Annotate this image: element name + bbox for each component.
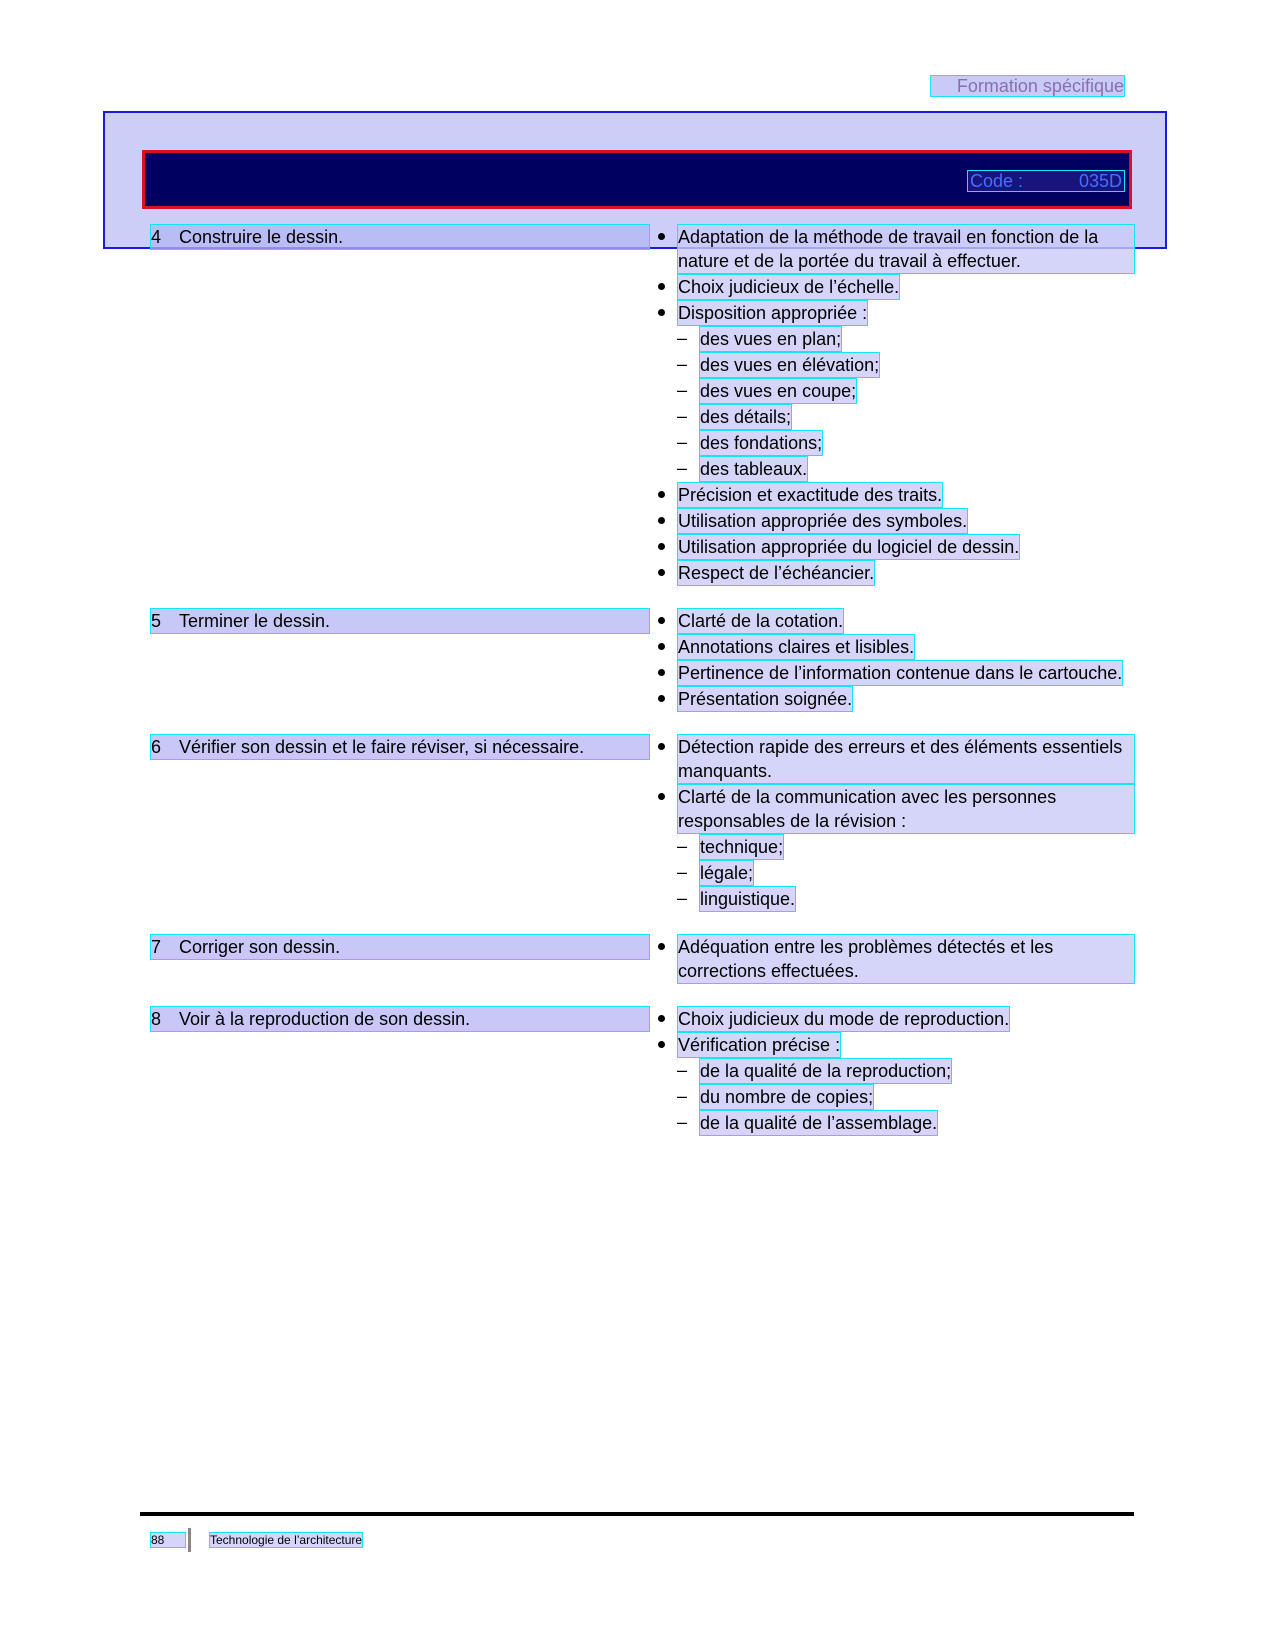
criterion-text: Détection rapide des erreurs et des éléments essentiels manquants. (677, 734, 1135, 784)
sub-criterion-text: des détails; (699, 404, 792, 430)
criterion-text: Choix judicieux de l’échelle. (677, 274, 900, 300)
criterion-item (655, 1006, 1135, 1032)
step-number: 6 (151, 737, 162, 757)
criterion-item (655, 608, 1135, 634)
footer-separator (188, 1528, 191, 1552)
bullet-icon (655, 934, 677, 984)
criterion-item (655, 482, 1135, 508)
dash-icon: – (677, 862, 688, 882)
step-number: 7 (151, 937, 162, 957)
criterion-text: Respect de l’échéancier. (677, 560, 875, 586)
bullet-icon (655, 508, 677, 534)
criterion-item (655, 686, 1135, 712)
criterion-item (655, 560, 1135, 586)
criterion-item (655, 508, 1135, 534)
dash-icon: – (677, 1060, 688, 1080)
step-title: Terminer le dessin. (179, 611, 331, 631)
criterion-text: Choix judicieux du mode de reproduction. (677, 1006, 1010, 1032)
criterion-item (655, 734, 1135, 784)
dash-icon: – (677, 458, 688, 478)
page-footer (150, 1528, 363, 1552)
criterion-text: Utilisation appropriée du logiciel de dessin. (677, 534, 1020, 560)
dash-icon: – (677, 1086, 688, 1106)
bullet-icon (655, 660, 677, 686)
sub-criterion-text: technique; (699, 834, 784, 860)
sub-criterion-item (655, 1084, 1135, 1110)
step-title: Vérifier son dessin et le faire réviser, si nécessaire. (179, 737, 585, 757)
criterion-item (655, 634, 1135, 660)
step-cell (150, 1006, 645, 1136)
dash-icon: – (677, 406, 688, 426)
step-title: Construire le dessin. (179, 227, 344, 247)
footer-rule (140, 1512, 1134, 1516)
bullet-icon (655, 1032, 677, 1058)
page-number: 88 (150, 1532, 186, 1548)
dash-icon: – (677, 1112, 688, 1132)
bullet-icon (655, 784, 677, 834)
sub-criterion-item (655, 860, 1135, 886)
bullet-icon (655, 1006, 677, 1032)
sub-criterion-text: légale; (699, 860, 754, 886)
step-title: Voir à la reproduction de son dessin. (179, 1009, 471, 1029)
table-row (150, 1006, 1150, 1136)
criteria-cell (655, 934, 1135, 984)
bullet-icon (655, 300, 677, 326)
table-row (150, 608, 1150, 712)
step-number: 8 (151, 1009, 162, 1029)
criterion-text: Disposition appropriée : (677, 300, 868, 326)
sub-criterion-text: du nombre de copies; (699, 1084, 874, 1110)
criterion-text: Pertinence de l’information contenue dans le cartouche. (677, 660, 1123, 686)
criteria-cell (655, 224, 1135, 586)
criterion-item (655, 934, 1135, 984)
bullet-icon (655, 734, 677, 784)
dash-icon: – (677, 432, 688, 452)
sub-criterion-text: des fondations; (699, 430, 823, 456)
criterion-item (655, 1032, 1135, 1058)
step-item (150, 934, 650, 960)
criteria-cell (655, 1006, 1135, 1136)
sub-criterion-text: de la qualité de la reproduction; (699, 1058, 952, 1084)
step-item (150, 608, 650, 634)
criterion-item (655, 660, 1135, 686)
criterion-text: Vérification précise : (677, 1032, 841, 1058)
sub-criterion-item (655, 378, 1135, 404)
code-value: 035D (1078, 171, 1122, 191)
step-cell (150, 224, 645, 586)
table-row (150, 224, 1150, 586)
step-cell (150, 608, 645, 712)
sub-criterion-item (655, 352, 1135, 378)
criteria-table (150, 224, 1150, 1136)
bullet-icon (655, 634, 677, 660)
bullet-icon (655, 686, 677, 712)
step-item (150, 224, 650, 250)
sub-criterion-item (655, 886, 1135, 912)
step-number: 4 (151, 227, 162, 247)
criterion-text: Présentation soignée. (677, 686, 853, 712)
step-title: Corriger son dessin. (179, 937, 341, 957)
criterion-text: Annotations claires et lisibles. (677, 634, 915, 660)
dash-icon: – (677, 836, 688, 856)
bullet-icon (655, 482, 677, 508)
sub-criterion-item (655, 834, 1135, 860)
dash-icon: – (677, 888, 688, 908)
sub-criterion-text: des tableaux. (699, 456, 808, 482)
dash-icon: – (677, 380, 688, 400)
table-row (150, 734, 1150, 912)
code-label-text: Code : (970, 171, 1024, 191)
criterion-text: Adéquation entre les problèmes détectés et les corrections effectuées. (677, 934, 1135, 984)
criterion-text: Clarté de la cotation. (677, 608, 844, 634)
step-item (150, 1006, 650, 1032)
sub-criterion-item (655, 1110, 1135, 1136)
criterion-text: Clarté de la communication avec les personnes responsables de la révision : (677, 784, 1135, 834)
sub-criterion-item (655, 404, 1135, 430)
bullet-icon (655, 224, 677, 274)
criterion-text: Précision et exactitude des traits. (677, 482, 943, 508)
criterion-item (655, 224, 1135, 274)
criterion-text: Adaptation de la méthode de travail en fonction de la nature et de la portée du travail à effectuer. (677, 224, 1135, 274)
criteria-cell (655, 734, 1135, 912)
dash-icon: – (677, 328, 688, 348)
criterion-item (655, 784, 1135, 834)
criteria-cell (655, 608, 1135, 712)
sub-criterion-item (655, 430, 1135, 456)
bullet-icon (655, 274, 677, 300)
criterion-item (655, 534, 1135, 560)
code-label (967, 170, 1125, 192)
step-number: 5 (151, 611, 162, 631)
sub-criterion-text: des vues en élévation; (699, 352, 880, 378)
bullet-icon (655, 560, 677, 586)
step-item (150, 734, 650, 760)
criterion-item (655, 300, 1135, 326)
criterion-text: Utilisation appropriée des symboles. (677, 508, 968, 534)
document-title: Technologie de l’architecture (210, 1533, 363, 1547)
table-row (150, 934, 1150, 984)
sub-criterion-text: de la qualité de l’assemblage. (699, 1110, 938, 1136)
sub-criterion-text: des vues en plan; (699, 326, 842, 352)
dash-icon: – (677, 354, 688, 374)
bullet-icon (655, 534, 677, 560)
criterion-item (655, 274, 1135, 300)
sub-criterion-item (655, 326, 1135, 352)
step-cell (150, 734, 645, 912)
sub-criterion-text: linguistique. (699, 886, 796, 912)
bullet-icon (655, 608, 677, 634)
step-cell (150, 934, 645, 984)
sub-criterion-text: des vues en coupe; (699, 378, 857, 404)
sub-criterion-item (655, 1058, 1135, 1084)
section-header: Formation spécifique (930, 75, 1125, 97)
sub-criterion-item (655, 456, 1135, 482)
